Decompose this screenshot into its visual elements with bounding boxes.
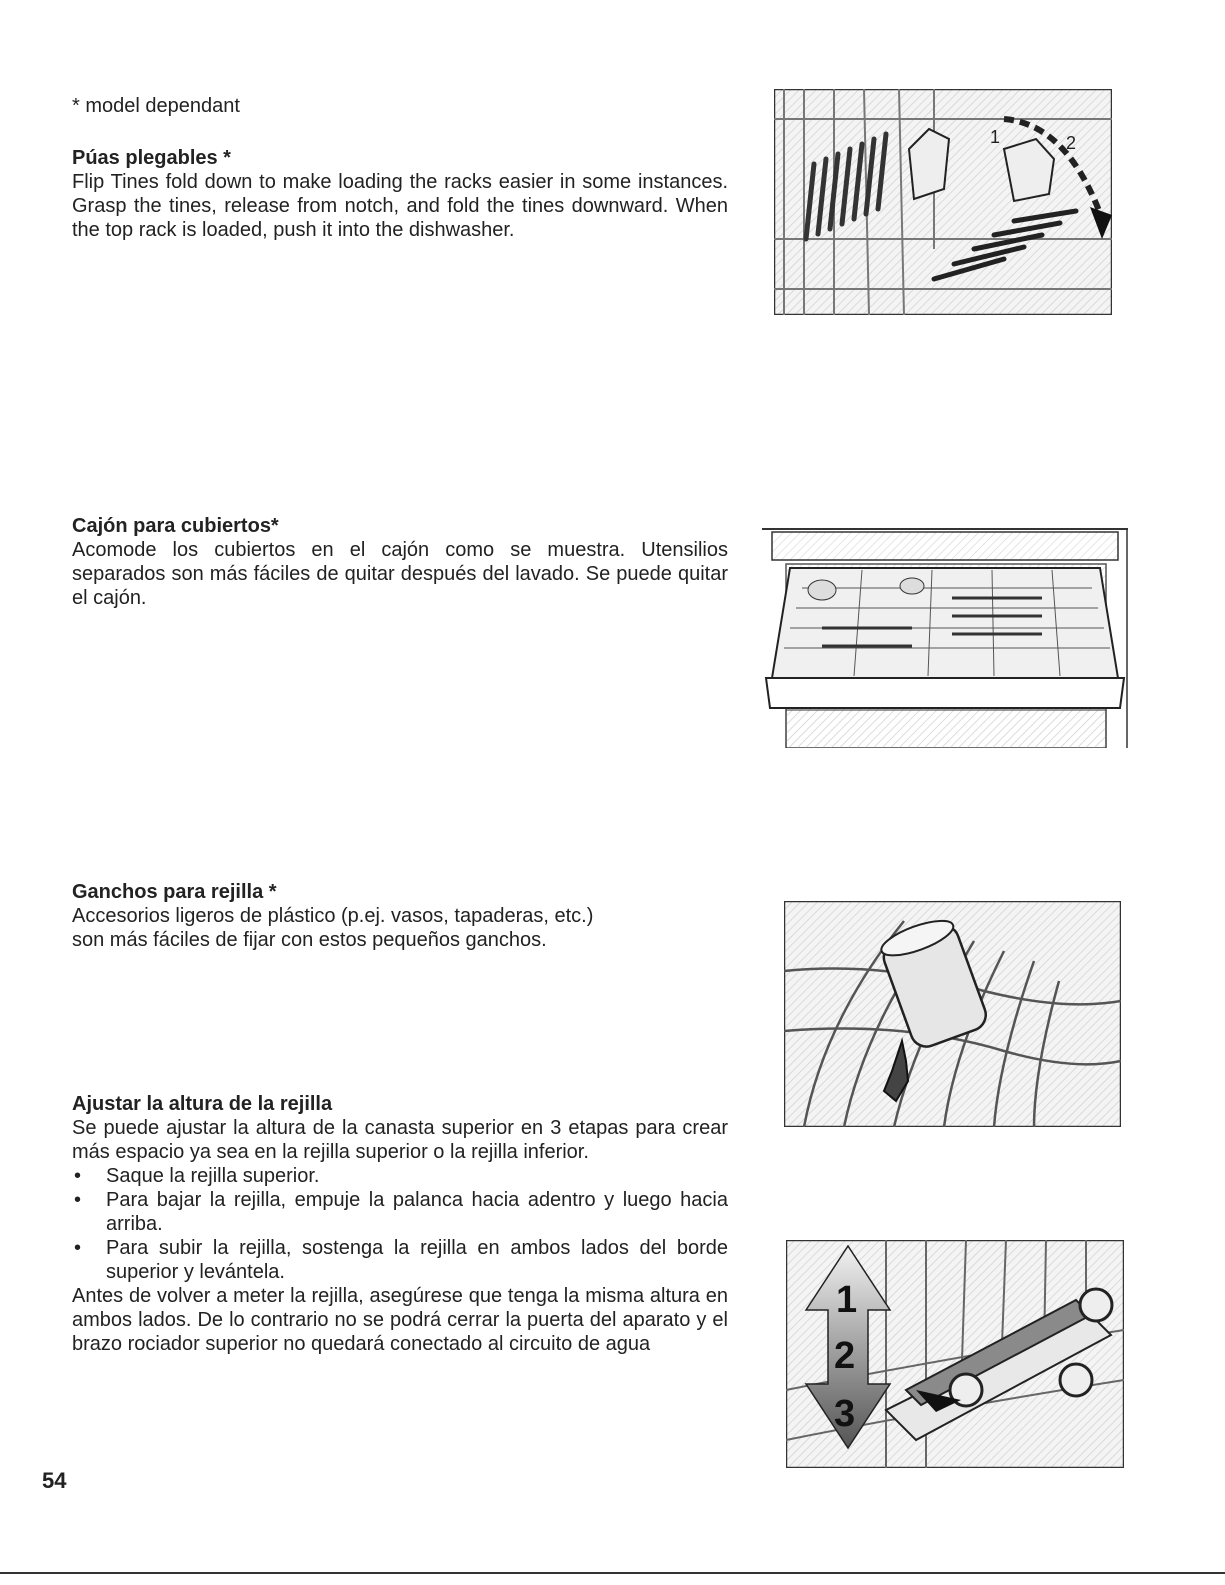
list-item — [72, 1236, 728, 1284]
list-item-text: Saque la rejilla superior. — [106, 1165, 320, 1187]
section-heading: Ajustar la altura de la rejilla — [72, 1093, 333, 1115]
section-line: son más fáciles de fijar con estos pequeños ganchos. — [72, 929, 547, 951]
section-outro: Antes de volver a meter la rejilla, asegúrese que tenga la misma altura en ambos lados. De lo contrario no se podrá cerrar la puerta del aparato y el brazo rociador superior no quedará conectado al circuito de agua — [72, 1285, 728, 1355]
bullet: • — [74, 1189, 82, 1211]
model-note: * model dependant — [72, 95, 240, 117]
section-body: Acomode los cubiertos en el cajón como se muestra. Utensilios separados son más fáciles de quitar después del lavado. Se puede quitar el cajón. — [72, 539, 728, 609]
section-body: Flip Tines fold down to make loading the racks easier in some instances. Grasp the tines, release from notch, and fold the tines downward. When the top rack is loaded, push it into the dishwasher. — [72, 171, 728, 241]
step-label: 2 — [834, 1335, 856, 1377]
flip-tines-illustration — [774, 89, 1112, 315]
section-heading: Cajón para cubiertos* — [72, 515, 279, 537]
height-adjust-illustration — [786, 1240, 1124, 1468]
list-item-text: Para subir la rejilla, sostenga la rejilla en ambos lados del borde superior y levántela. — [106, 1237, 728, 1283]
section-hooks — [72, 880, 728, 952]
section-intro: Se puede ajustar la altura de la canasta superior en 3 etapas para crear más espacio ya sea en la rejilla superior o la rejilla inferior. — [72, 1117, 728, 1163]
footer-divider — [0, 1572, 1225, 1574]
step-label: 1 — [990, 127, 1001, 147]
instruction-list — [72, 1164, 728, 1284]
step-label: 2 — [1066, 133, 1077, 153]
section-height-adjust — [72, 1092, 728, 1356]
step-label: 1 — [836, 1279, 858, 1321]
list-item — [72, 1188, 728, 1236]
section-flip-tines — [72, 146, 728, 242]
section-heading: Púas plegables * — [72, 147, 231, 169]
step-label: 3 — [834, 1393, 856, 1435]
cutlery-drawer-illustration — [762, 528, 1128, 748]
list-item — [72, 1164, 728, 1188]
section-line: Accesorios ligeros de plástico (p.ej. vasos, tapaderas, etc.) — [72, 905, 594, 927]
section-heading: Ganchos para rejilla * — [72, 881, 277, 903]
bullet: • — [74, 1165, 82, 1187]
page-number: 54 — [42, 1468, 67, 1493]
section-cutlery — [72, 514, 728, 610]
list-item-text: Para bajar la rejilla, empuje la palanca hacia adentro y luego hacia arriba. — [106, 1189, 728, 1235]
rack-hooks-illustration — [784, 901, 1121, 1127]
bullet: • — [74, 1237, 82, 1259]
